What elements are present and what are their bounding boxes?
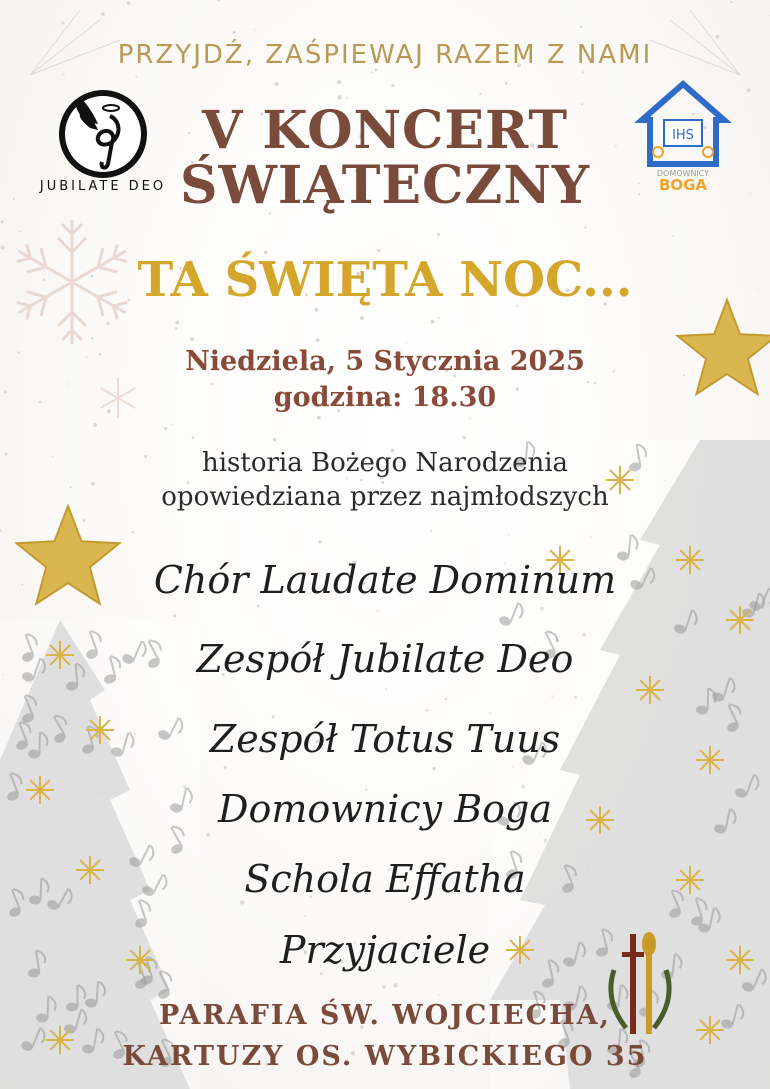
snow-dot — [317, 416, 321, 420]
snow-dot — [175, 321, 179, 325]
snow-dot — [135, 76, 137, 78]
snow-dot — [257, 605, 260, 608]
snow-dot — [747, 88, 751, 92]
concert-title-line1: V KONCERT — [201, 100, 569, 161]
performer-item: Chór Laudate Dominum — [153, 558, 617, 602]
snow-dot — [716, 35, 720, 39]
snow-dot — [254, 29, 255, 30]
snow-dot — [91, 337, 94, 340]
snow-dot — [580, 26, 582, 28]
snow-dot — [505, 82, 508, 85]
snow-dot — [584, 226, 586, 228]
snow-dot — [438, 994, 439, 995]
ihs-monogram: IHS — [672, 128, 694, 143]
snow-dot — [63, 74, 65, 76]
snow-dot — [19, 231, 21, 233]
snow-dot — [393, 983, 397, 987]
performer-item: Przyjaciele — [279, 928, 491, 972]
snow-dot — [83, 519, 86, 522]
snow-dot — [224, 766, 227, 769]
snow-dot — [233, 30, 236, 33]
snow-dot — [672, 235, 674, 237]
snow-dot — [275, 82, 279, 86]
event-time: godzina: 18.30 — [273, 382, 497, 413]
snow-dot — [463, 436, 467, 440]
snow-dot — [106, 322, 109, 325]
snow-dot — [62, 21, 65, 24]
snow-dot — [217, 0, 220, 1]
snow-dot — [346, 98, 347, 99]
performer-item: Schola Effatha — [244, 857, 526, 901]
snow-dot — [431, 530, 433, 532]
snow-dot — [582, 71, 584, 73]
snow-dot — [171, 424, 172, 425]
snow-dot — [382, 985, 385, 988]
snow-dot — [406, 342, 407, 343]
snow-dot — [173, 614, 176, 617]
event-date: Niedziela, 5 Stycznia 2025 — [185, 346, 585, 377]
description-line2: opowiedziana przez najmłodszych — [161, 482, 609, 512]
snow-dot — [127, 1, 131, 5]
sparkle-icon — [726, 606, 754, 634]
tagline: PRZYJDŹ, ZAŚPIEWAJ RAZEM Z NAMI — [117, 40, 653, 70]
snow-dot — [1, 220, 4, 223]
concert-subtitle: TA ŚWIĘTA NOC... — [137, 252, 633, 308]
description-line1: historia Bożego Narodzenia — [201, 448, 569, 478]
snow-dot — [432, 767, 435, 770]
snow-dot — [377, 610, 379, 612]
snow-dot — [316, 338, 320, 342]
jubilate-logo-text: JUBILATE DEO — [39, 179, 167, 194]
snow-dot — [437, 233, 440, 236]
snow-dot — [192, 436, 195, 439]
snow-dot — [469, 418, 470, 419]
snow-dot — [206, 833, 210, 837]
snow-dot — [430, 320, 434, 324]
address-line1: PARAFIA ŚW. WOJCIECHA, — [159, 1000, 611, 1031]
snow-dot — [175, 327, 177, 329]
boga-text: BOGA — [658, 176, 708, 192]
snow-dot — [445, 698, 448, 701]
performer-item: Zespół Totus Tuus — [209, 717, 561, 761]
snow-dot — [337, 80, 341, 84]
snow-dot — [1, 246, 5, 250]
snow-dot — [371, 72, 373, 74]
snow-dot — [391, 84, 394, 87]
performer-item: Zespół Jubilate Deo — [196, 637, 574, 681]
snow-dot — [314, 308, 318, 312]
snow-dot — [318, 540, 321, 543]
snow-dot — [360, 316, 364, 320]
address-line2: KARTUZY OS. WYBICKIEGO 35 — [122, 1041, 648, 1072]
snow-dot — [360, 479, 362, 481]
snow-dot — [273, 438, 276, 441]
snow-dot — [730, 1, 732, 3]
snow-dot — [0, 529, 1, 532]
snow-dot — [190, 337, 194, 341]
snow-dot — [479, 93, 481, 95]
snow-dot — [385, 688, 387, 690]
snow-dot — [94, 423, 98, 427]
performer-item: Domownicy Boga — [217, 787, 553, 831]
snow-dot — [426, 709, 428, 711]
snow-dot — [304, 915, 306, 917]
snow-dot — [338, 95, 342, 99]
snow-dot — [101, 12, 105, 16]
snow-dot — [164, 427, 167, 430]
snow-dot — [768, 15, 769, 16]
domownicy-small-text: DOMOWNICY — [656, 169, 710, 178]
concert-title-line2: ŚWIĄTECZNY — [179, 155, 591, 216]
snow-dot — [438, 317, 440, 319]
snow-dot — [320, 972, 323, 975]
snow-dot — [131, 531, 134, 534]
